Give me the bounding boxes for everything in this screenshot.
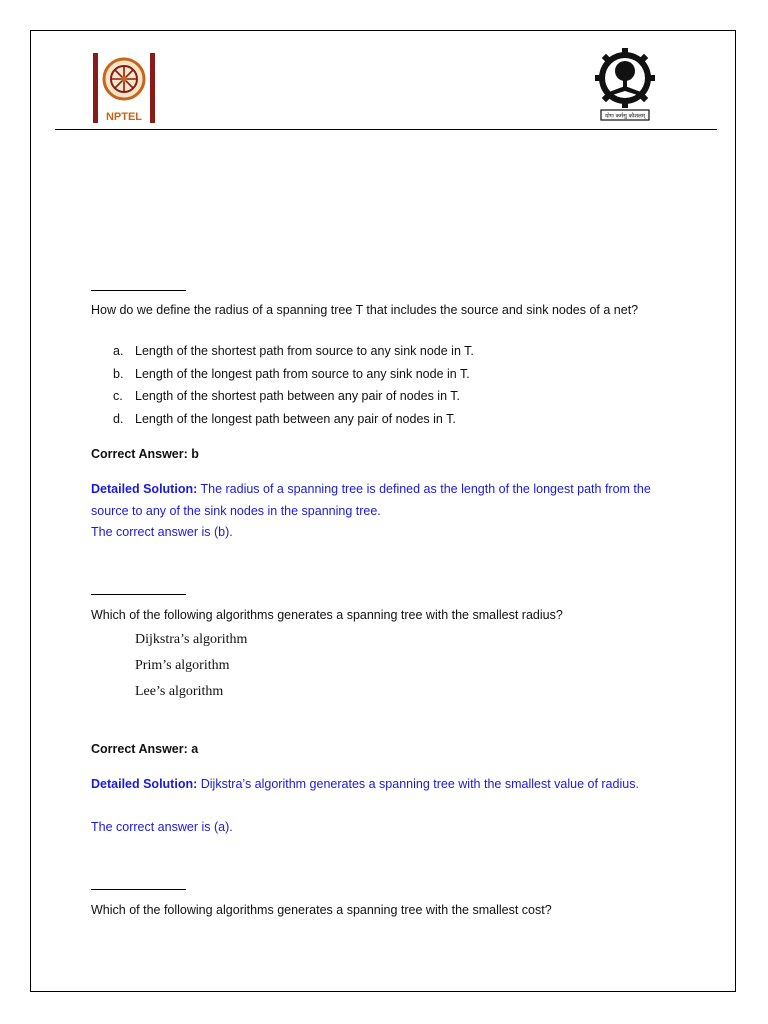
- question-1-solution: [91, 479, 671, 522]
- nptel-logo-text: NPTEL: [105, 111, 143, 123]
- option-text: Prim’s algorithm: [135, 658, 230, 673]
- question-2-solution: [91, 774, 661, 796]
- solution-label: Detailed Solution:: [91, 482, 198, 496]
- question-2-solution-conclusion: The correct answer is (a).: [91, 820, 233, 834]
- question-separator: [91, 594, 186, 595]
- question-separator: [91, 889, 186, 890]
- option-text: Length of the shortest path between any pair of nodes in T.: [135, 389, 460, 403]
- option-letter: a.: [113, 344, 124, 358]
- option-text: Length of the longest path from source to any sink node in T.: [135, 366, 470, 381]
- question-1-options: [113, 340, 673, 430]
- option-text: Length of the longest path between any pair of nodes in T.: [135, 411, 456, 426]
- institute-emblem: [595, 46, 655, 126]
- question-1-correct-answer: Correct Answer: b: [91, 447, 199, 461]
- option-text: Lee’s algorithm: [135, 684, 224, 699]
- option-letter: d.: [113, 411, 124, 426]
- option-letter: b.: [113, 366, 124, 381]
- question-3-text: Which of the following algorithms generates a spanning tree with the smallest cost?: [91, 903, 552, 917]
- solution-label: Detailed Solution:: [91, 777, 198, 791]
- question-2-correct-answer: Correct Answer: a: [91, 742, 199, 756]
- question-separator: [91, 290, 186, 291]
- question-2-options: [135, 627, 247, 705]
- option-a: [113, 340, 673, 363]
- option-c: [113, 385, 673, 408]
- document-page: [30, 30, 736, 992]
- header-divider: [55, 129, 717, 130]
- question-1-text: How do we define the radius of a spanning tree T that includes the source and sink nodes of a net?: [91, 303, 639, 317]
- question-2-text: Which of the following algorithms generates a spanning tree with the smallest radius?: [91, 608, 563, 622]
- option-b: [113, 363, 673, 386]
- option-d: [113, 408, 673, 431]
- question-1-solution-conclusion: The correct answer is (b).: [91, 525, 233, 539]
- solution-text: Dijkstra’s algorithm generates a spanning tree with the smallest value of radius.: [200, 777, 639, 791]
- option-letter: c.: [113, 389, 123, 403]
- nptel-logo: [91, 51, 157, 125]
- option-text: Length of the shortest path from source to any sink node in T.: [135, 344, 474, 358]
- solution-text: The radius of a spanning tree is defined as the length of the longest path from the source to any of the sink nodes in the spanning tree.: [91, 482, 651, 518]
- option-text: Dijkstra’s algorithm: [135, 632, 248, 647]
- emblem-motto: योगः कर्मसु कौशलम्: [605, 113, 645, 120]
